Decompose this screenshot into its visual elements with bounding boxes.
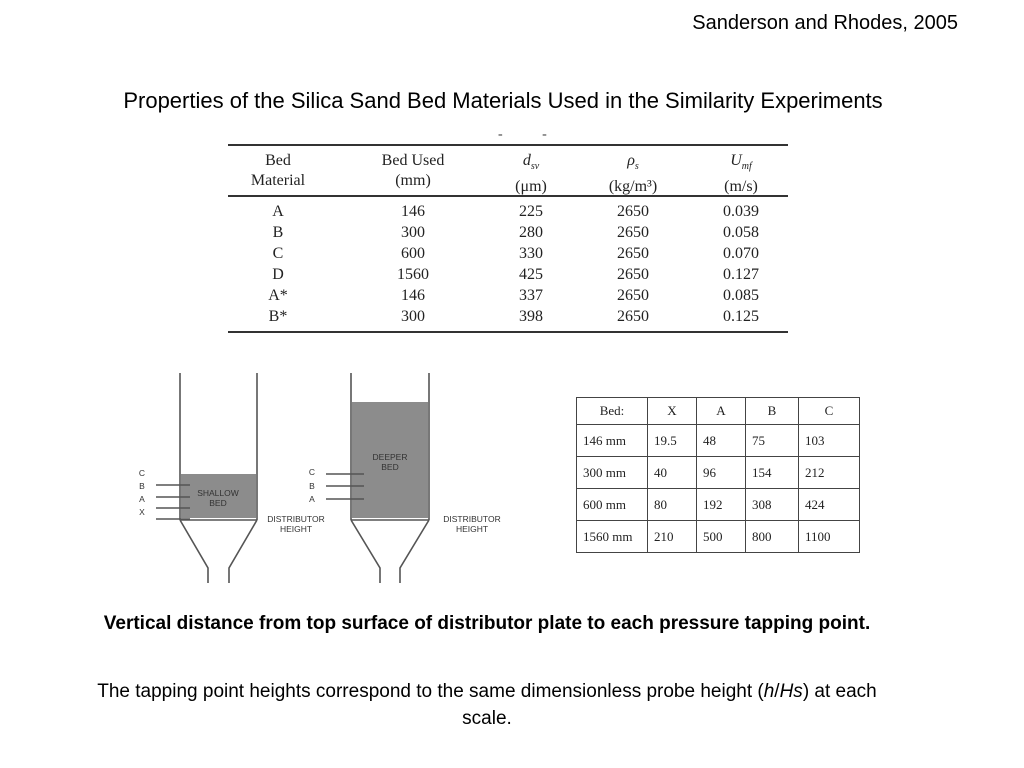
table-cell: B* bbox=[268, 308, 288, 325]
table-bottom-rule bbox=[228, 331, 788, 333]
table-cell: 337 bbox=[519, 287, 543, 304]
table-cell: 300 mm bbox=[577, 457, 648, 489]
table-cell: 0.125 bbox=[723, 308, 759, 325]
table-cell: 308 bbox=[746, 489, 799, 521]
table-cell: 0.070 bbox=[723, 245, 759, 262]
table-row bbox=[577, 521, 860, 553]
table-cell: 425 bbox=[519, 266, 543, 283]
table-cell: 280 bbox=[519, 224, 543, 241]
table-cell: 424 bbox=[799, 489, 860, 521]
tapping-height-table bbox=[576, 397, 860, 553]
header-cell: A bbox=[697, 398, 746, 425]
table-cell: 2650 bbox=[617, 245, 649, 262]
table-cell: 600 bbox=[401, 245, 425, 262]
table-row bbox=[577, 425, 860, 457]
table-cell: 2650 bbox=[617, 287, 649, 304]
table-cell: C bbox=[272, 245, 284, 262]
deeper-bed-column bbox=[326, 373, 429, 583]
table-header-row bbox=[577, 398, 860, 425]
table-cell: 1560 mm bbox=[577, 521, 648, 553]
caption-bold: Vertical distance from top surface of distributor plate to each pressure tapping point. bbox=[103, 613, 871, 634]
table-cell: B bbox=[272, 224, 284, 241]
table-cell: 2650 bbox=[617, 224, 649, 241]
tap-label-a-left: A bbox=[139, 494, 145, 504]
table-cell: 0.127 bbox=[723, 266, 759, 283]
header-cell: Bed: bbox=[577, 398, 648, 425]
table-cell: 1100 bbox=[799, 521, 860, 553]
table-cell: 800 bbox=[746, 521, 799, 553]
table-cell: 48 bbox=[697, 425, 746, 457]
table-cell: 103 bbox=[799, 425, 860, 457]
table-cell: 154 bbox=[746, 457, 799, 489]
slide-title: Properties of the Silica Sand Bed Materials Used in the Similarity Experiments bbox=[123, 88, 883, 113]
table-cell: 212 bbox=[799, 457, 860, 489]
table-cell: 146 bbox=[401, 203, 425, 220]
table-cell: 398 bbox=[519, 308, 543, 325]
distributor-height-label-left: DISTRIBUTOR HEIGHT bbox=[267, 514, 325, 534]
tap-label-x-left: X bbox=[139, 507, 145, 517]
table-cell: 600 mm bbox=[577, 489, 648, 521]
table-cell: 1560 bbox=[397, 266, 429, 283]
table-row bbox=[577, 457, 860, 489]
table-cell: 192 bbox=[697, 489, 746, 521]
table-cell: 300 bbox=[401, 308, 425, 325]
shallow-bed-column bbox=[156, 373, 257, 583]
tap-label-a-right: A bbox=[309, 494, 315, 504]
table-cell: 19.5 bbox=[648, 425, 697, 457]
table-cell: 0.085 bbox=[723, 287, 759, 304]
header-cell: C bbox=[799, 398, 860, 425]
table-cell: 80 bbox=[648, 489, 697, 521]
table-cell: 2650 bbox=[617, 308, 649, 325]
table-cell: 96 bbox=[697, 457, 746, 489]
header-cell: X bbox=[648, 398, 697, 425]
tap-label-b-right: B bbox=[309, 481, 315, 491]
tap-label-b-left: B bbox=[139, 481, 145, 491]
table-cell: 146 mm bbox=[577, 425, 648, 457]
shallow-bed-label: SHALLOW BED bbox=[197, 488, 239, 508]
tap-label-c-left: C bbox=[138, 468, 146, 478]
table-row bbox=[577, 489, 860, 521]
col-header-bed-used: Bed Used (mm) bbox=[381, 152, 445, 189]
table-cell: A* bbox=[268, 287, 288, 304]
col-header-rho: $\rho_s$ (kg/m³) bbox=[608, 152, 658, 196]
table-cell: 40 bbox=[648, 457, 697, 489]
deeper-bed-label: DEEPER BED bbox=[372, 452, 408, 472]
table-cell: 330 bbox=[519, 245, 543, 262]
table-cell: 75 bbox=[746, 425, 799, 457]
table-cell: 0.039 bbox=[723, 203, 759, 220]
header-cell: B bbox=[746, 398, 799, 425]
table-cell: D bbox=[272, 266, 284, 283]
table-cell: A bbox=[272, 203, 284, 220]
table-cell: 2650 bbox=[617, 203, 649, 220]
table-cell: 300 bbox=[401, 224, 425, 241]
scan-marks: - - bbox=[498, 127, 565, 142]
table-cell: 146 bbox=[401, 287, 425, 304]
table-cell: 225 bbox=[519, 203, 543, 220]
tap-label-c-right: C bbox=[308, 467, 316, 477]
distributor-height-label-right: DISTRIBUTOR HEIGHT bbox=[443, 514, 501, 534]
caption-normal: The tapping point heights correspond to the same dimensionless probe height (h/Hs) at each scale. bbox=[97, 681, 877, 729]
diagram-svg bbox=[126, 368, 526, 590]
table-cell: 500 bbox=[697, 521, 746, 553]
col-header-dsv: $d_{sv}$ (μm) bbox=[515, 152, 547, 196]
table-cell: 2650 bbox=[617, 266, 649, 283]
table-cell: 210 bbox=[648, 521, 697, 553]
col-header-bed-material: Bed Material bbox=[250, 152, 306, 189]
table-top-rule bbox=[228, 144, 788, 146]
table-cell: 0.058 bbox=[723, 224, 759, 241]
citation: Sanderson and Rhodes, 2005 bbox=[692, 12, 958, 34]
col-header-umf: $U_{mf}$ (m/s) bbox=[724, 152, 758, 196]
fluidized-bed-diagram bbox=[126, 368, 526, 590]
